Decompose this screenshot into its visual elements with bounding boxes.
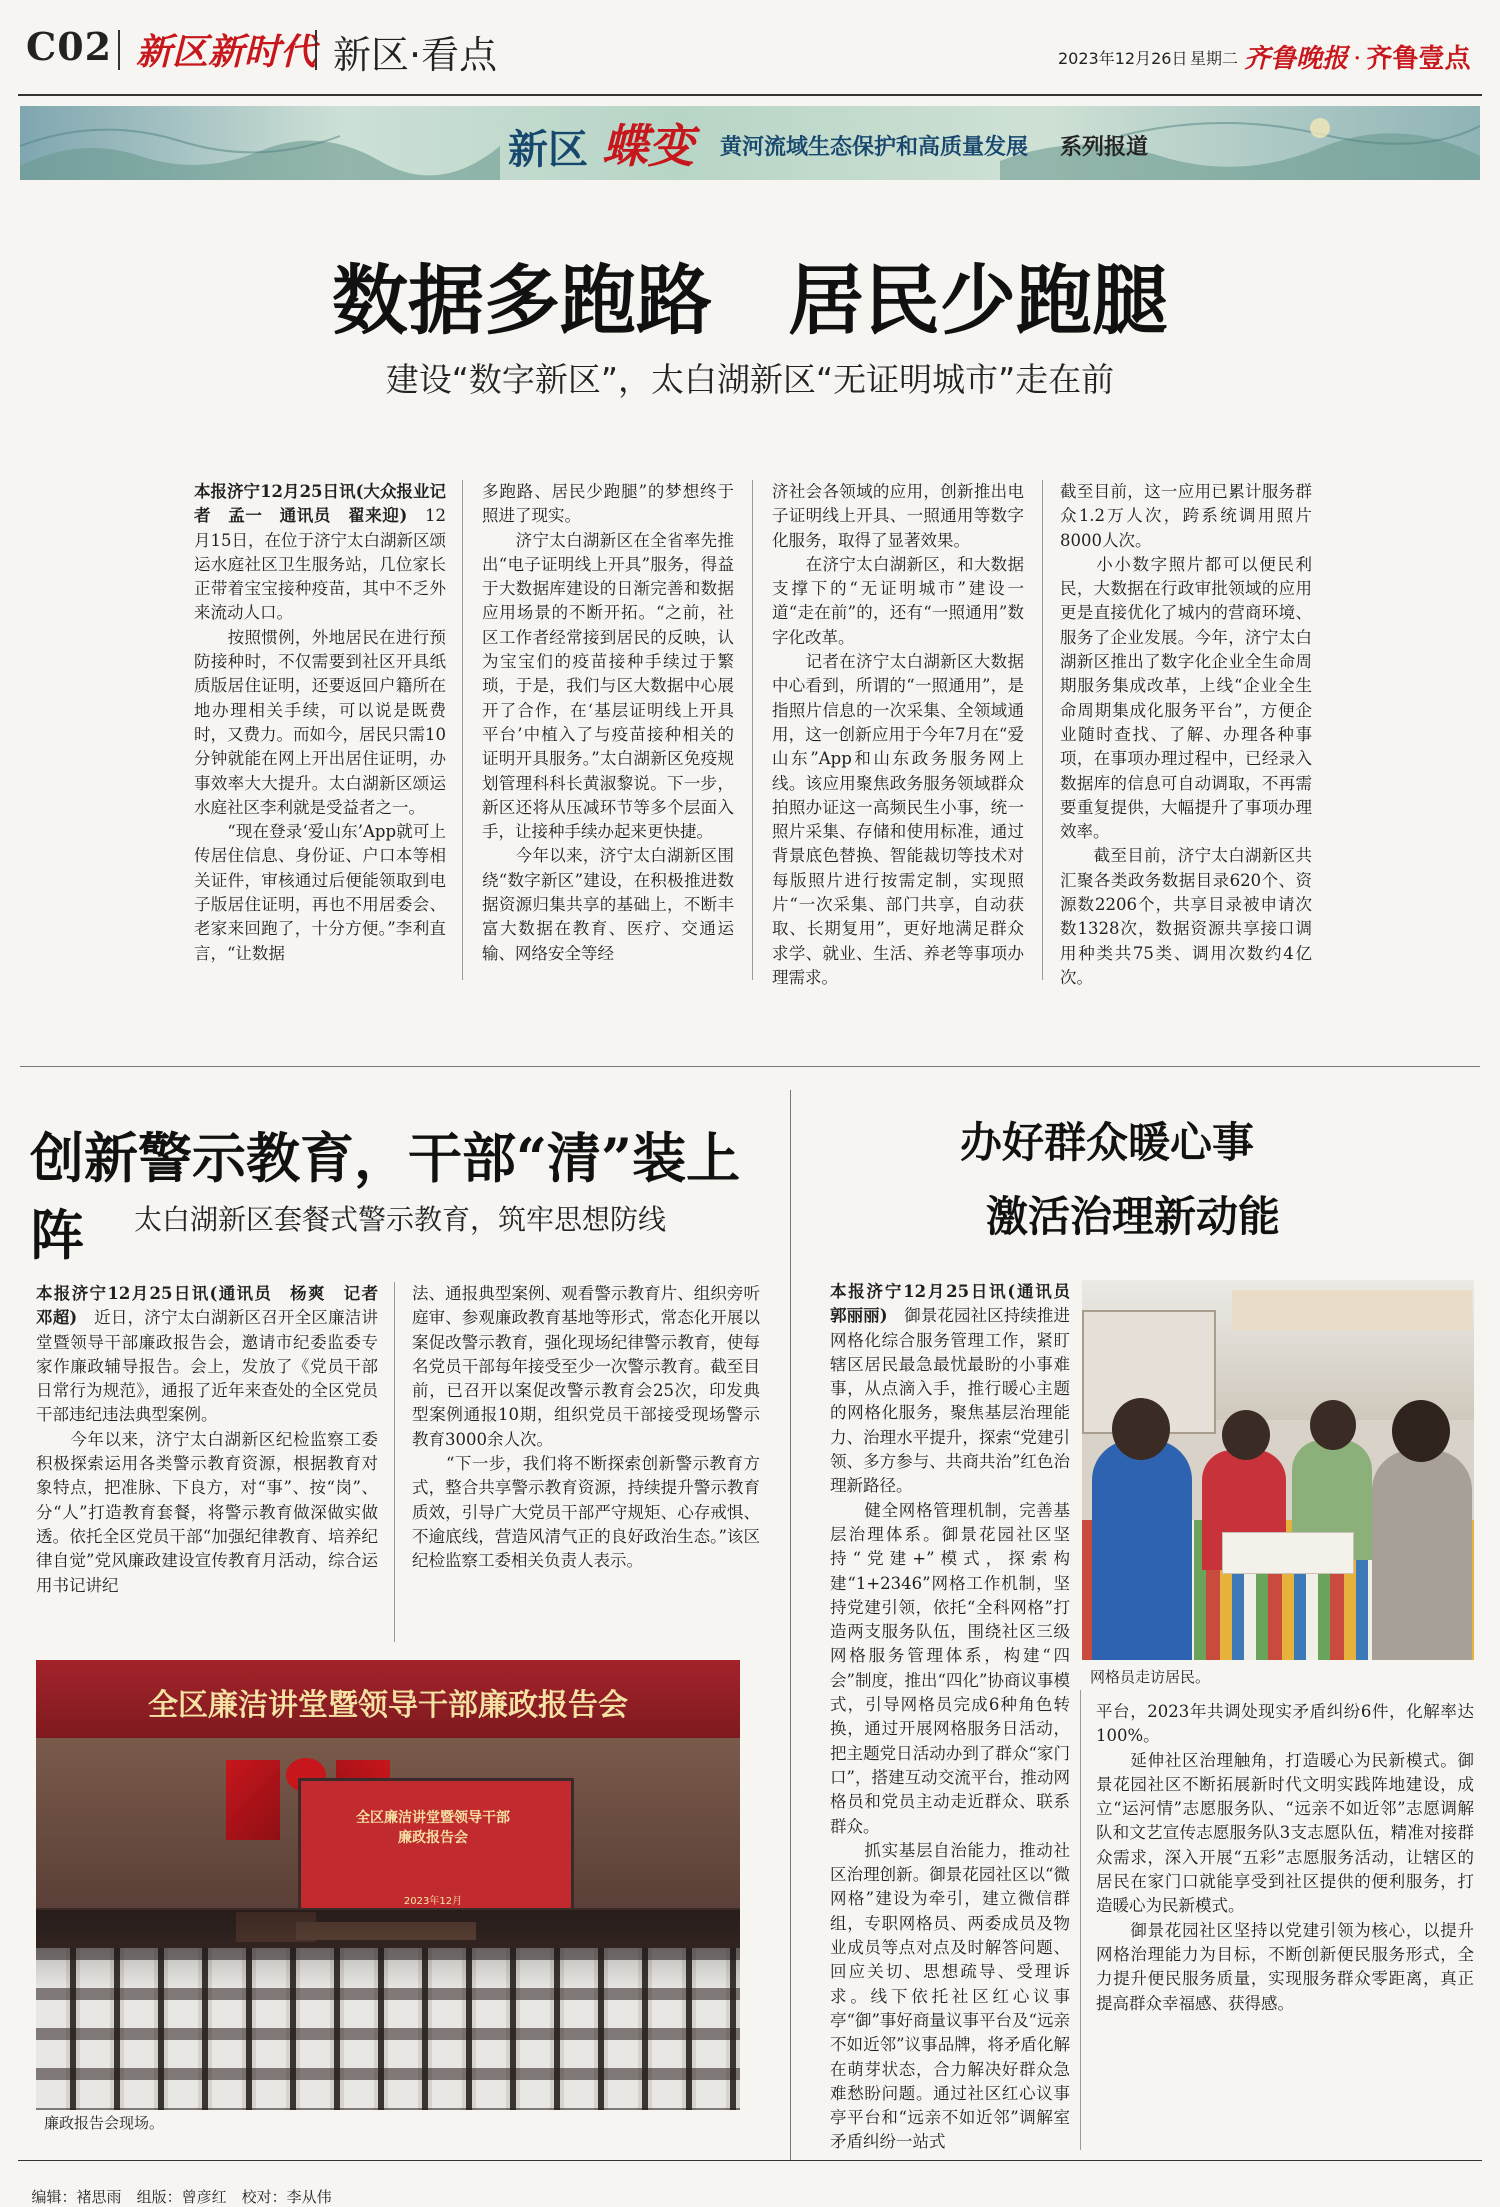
banner-series-label: 系列报道 xyxy=(1060,134,1149,160)
article3-column-1 xyxy=(830,1280,1087,2160)
resident-figure-3 xyxy=(1372,1450,1472,1660)
paper-logo-qilu-yidian: 齐鲁壹点 xyxy=(1366,44,1471,74)
article1-col3-text: 济社会各领域的应用，创新推出电子证明线上开具、一照通用等数字化服务，取得了显著效果。 在济宁太白湖新区，和大数据支撑下的“无证明城市”建设一道“走在前”的，还有“一照通用”数字化改革。 记者在济宁太白湖新区大数据中心看到，所谓的“一照通用”，是指照片信息的一次采集、全领域通用，这一创新应用于今年7月在“爱山东”App和山东政务服务网上线。该应用聚焦政务服务领域群众拍照办证这一高频民生小事，统一照片采集、存储和使用标准，通过背景底色替换、智能裁切等技术对每版照片进行按需定制，实现照片“一次采集、部门共享，自动获取、长期复用”，更好地满足群众求学、就业、生活、养老等事项办理需求。 xyxy=(772,482,1024,987)
article1-dateline: 本报济宁12月25日讯(大众报业记者 孟一 通讯员 翟来迎) xyxy=(194,482,446,526)
article3-headline-line2: 激活治理新动能 xyxy=(986,1192,1281,1241)
article3-column-2 xyxy=(1096,1700,1474,2160)
article1-column-2 xyxy=(482,480,734,980)
paper-logo-qilu-evening: 齐鲁晚报 xyxy=(1244,44,1349,74)
section-title: 新区·看点 xyxy=(333,33,498,77)
page-number: C02 xyxy=(26,24,113,69)
article2-col2-text: 法、通报典型案例、观看警示教育片、组织旁听庭审、参观廉政教育基地等形式，常态化开展以案促改警示教育，强化现场纪律警示教育，使每名党员干部每年接受至少一次警示教育。截至目前，已召开以案促改警示教育会25次，印发典型案例通报10期，组织党员干部接受现场警示教育3000余人次。 “下一步，我们将不断探索创新警示教育方式，整合共享警示教育资源，持续提升警示教育质效，引导广大党员干部严守规矩、心存戒惧、不逾底线，营造风清气正的良好政治生态。”该区纪检监察工委相关负责人表示。 xyxy=(412,1284,760,1571)
article1-col2-text: 多跑路、居民少跑腿”的梦想终于照进了现实。 济宁太白湖新区在全省率先推出“电子证明线上开具”服务，得益于大数据库建设的日渐完善和数据应用场景的不断开拓。“之前，社区工作者经常接到居民的反映，认为宝宝们的疫苗接种手续过于繁琐，于是，我们与区大数据中心展开了合作，在‘基层证明线上开具平台’中植入了与疫苗接种相关的证明开具服务。”太白湖新区免疫规划管理科科长黄淑黎说。下一步，新区还将从压减环节等多个层面入手，让接种手续办起来更快捷。 今年以来，济宁太白湖新区围绕“数字新区”建设，在积极推进数据资源归集共享的基础上，不断丰富大数据在教育、医疗、交通运输、网络安全等经 xyxy=(482,482,734,963)
article3-col2-text: 平台，2023年共调处现实矛盾纠纷6件，化解率达100%。 延伸社区治理触角，打造暖心为民新模式。御景花园社区不断拓展新时代文明实践阵地建设，成立“运河情”志愿服务队、“远亲不如近邻”志愿调解队和文艺宣传志愿服务队3支志愿队伍，精准对接群众需求，深入开展“五彩”志愿服务活动，让辖区的居民在家门口就能享受到社区提供的便利服务，打造暖心为民新模式。 御景花园社区坚持以党建引领为核心，以提升网格治理能力为目标，不断创新便民服务形式，全力提升便民服务质量，实现服务群众零距离，真正提高群众幸福感、获得感。 xyxy=(1096,1702,1474,2013)
series-banner xyxy=(20,106,1480,180)
article1-column-1 xyxy=(194,480,446,980)
paper-logo: 齐鲁晚报 · 齐鲁壹点 xyxy=(1244,44,1471,74)
meeting-banner-text: 全区廉洁讲堂暨领导干部廉政报告会 xyxy=(148,1688,628,1723)
meeting-screen-title: 全区廉洁讲堂暨领导干部 廉政报告会 xyxy=(356,1810,510,1846)
article3-col1-text: 御景花园社区持续推进网格化综合服务管理工作，紧盯辖区居民最急最忧最盼的小事难事，从点滴入手，推行暖心主题的网格化服务，聚焦基层治理能力、治理水平提升，探索“党建引领、多方参与、共商共治”红色治理新路径。 健全网格管理机制，完善基层治理体系。御景花园社区坚持“党建+”模式，探索构建“1+2346”网格工作机制，坚持党建引领，依托“全科网格”打造两支服务队伍，围绕社区三级网格服务管理体系，构建“四会”制度，推出“四化”协商议事模式，引导网格员完成6种角色转换，通过开展网格服务日活动，把主题党日活动办到了群众“家门口”，搭建互动交流平台，推动网格员和党员主动走近群众、联系群众。 抓实基层自治能力，推动社区治理创新。御景花园社区以“微网格”建设为牵引，建立微信群组，专职网格员、两委成员及物业成员等点对点及时解答问题、回应关切、思想疏导、受理诉求。线下依托社区红心议事亭“御”事好商量议事平台及“远亲不如近邻”议事品牌，将矛盾化解在萌芽状态，合力解决好群众急难愁盼问题。通过社区红心议事亭平台和“远亲不如近邻”调解室矛盾纠纷一站式 xyxy=(830,1306,1070,2152)
article1-column-3 xyxy=(772,480,1024,987)
article1-headline: 数据多跑路 居民少跑腿 xyxy=(332,256,1168,345)
article2-subhead: 太白湖新区套餐式警示教育，筑牢思想防线 xyxy=(133,1203,666,1236)
masthead xyxy=(0,0,1500,90)
banner-title-script: 蝶变 xyxy=(602,119,694,173)
article2-photo-caption: 廉政报告会现场。 xyxy=(44,2114,165,2132)
issue-date: 2023年12月26日 xyxy=(1058,49,1188,68)
footer-proof: 校对：李从伟 xyxy=(241,2188,332,2206)
article2-column-2 xyxy=(412,1282,760,1642)
article1-col1-text: 12月15日，在位于济宁太白湖新区颂运水庭社区卫生服务站，几位家长正带着宝宝接种疫苗，其中不乏外来流动人口。 按照惯例，外地居民在进行预防接种时，不仅需要到社区开具纸质版居住证明，还要返回户籍所在地办理相关手续，可以说是既费时，又费力。而如今，居民只需10分钟就能在网上开出居住证明，办事效率大大提升。太白湖新区颂运水庭社区李利就是受益者之一。 “现在登录‘爱山东’App就可上传居住信息、身份证、户口本等相关证件，审核通过后便能领取到电子版居住证明，再也不用居委会、老家来回跑了，十分方便。”李利直言，“让数据 xyxy=(194,506,447,963)
banner-title-xinqu: 新区 xyxy=(508,126,588,173)
article3-photo-grid-visit xyxy=(1082,1280,1474,1660)
article1-subhead: 建设“数字新区”，太白湖新区“无证明城市”走在前 xyxy=(385,360,1115,399)
footer-editor: 编辑：褚思雨 xyxy=(31,2188,122,2206)
article1-col4-text: 截至目前，这一应用已累计服务群众1.2万人次，跨系统调用照片8000人次。 小小数字照片都可以便民利民，大数据在行政审批领域的应用更是直接优化了城内的营商环境、服务了企业发展。今年，济宁太白湖新区推出了数字化企业全生命周期服务集成改革，上线“企业全生命周期集成化服务平台”，方便企业随时查找、了解、办理各种事项，在事项办理过程中，已经录入数据库的信息可自动调取，不再需要重复提供，大幅提升了事项办理效率。 截至目前，济宁太白湖新区共汇聚各类政务数据目录620个、资源数2206个，共享目录被申请次数1328次，数据资源共享接口调用种类共75类、调用次数约4亿次。 xyxy=(1060,482,1312,987)
footer-credits xyxy=(22,2168,332,2207)
footer-layout: 组版：曾彦红 xyxy=(136,2188,227,2206)
article2-photo-meeting-hall xyxy=(36,1660,740,2110)
supplement-logo: 新区新时代 xyxy=(136,31,317,73)
article3-headline-line1: 办好群众暖心事 xyxy=(960,1118,1255,1167)
issue-weekday: 星期二 xyxy=(1190,49,1239,68)
article2-dateline: 本报济宁12月25日讯(通讯员 杨爽 记者 邓超) xyxy=(36,1284,395,1328)
banner-tagline: 黄河流域生态保护和高质量发展 xyxy=(720,134,1029,160)
article2-headline: 创新警示教育，干部“清”装上阵 xyxy=(30,1126,741,1267)
grid-worker-figure xyxy=(1092,1440,1192,1660)
article2-column-1 xyxy=(36,1282,395,1642)
meeting-screen-date: 2023年12月 xyxy=(403,1896,463,1907)
article3-dateline: 本报济宁12月25日讯(通讯员 郭丽丽) xyxy=(830,1282,1087,1326)
article3-photo-caption: 网格员走访居民。 xyxy=(1090,1668,1211,1686)
article2-col1-text: 近日，济宁太白湖新区召开全区廉洁讲堂暨领导干部廉政报告会，邀请市纪委监委专家作廉政辅导报告。会上，发放了《党员干部日常行为规范》，通报了近年来查处的全区党员干部违纪违法典型案例。 今年以来，济宁太白湖新区纪检监察工委积极探索运用各类警示教育资源，根据教育对象特点，把准脉、下良方，对“事”、按“岗”、分“人”打造教育套餐，将警示教育做深做实做透。依托全区党员干部“加强纪律教育、培养纪律自觉”党风廉政建设宣传教育月活动，综合运用书记讲纪 xyxy=(36,1308,379,1595)
article1-column-4 xyxy=(1060,480,1312,987)
